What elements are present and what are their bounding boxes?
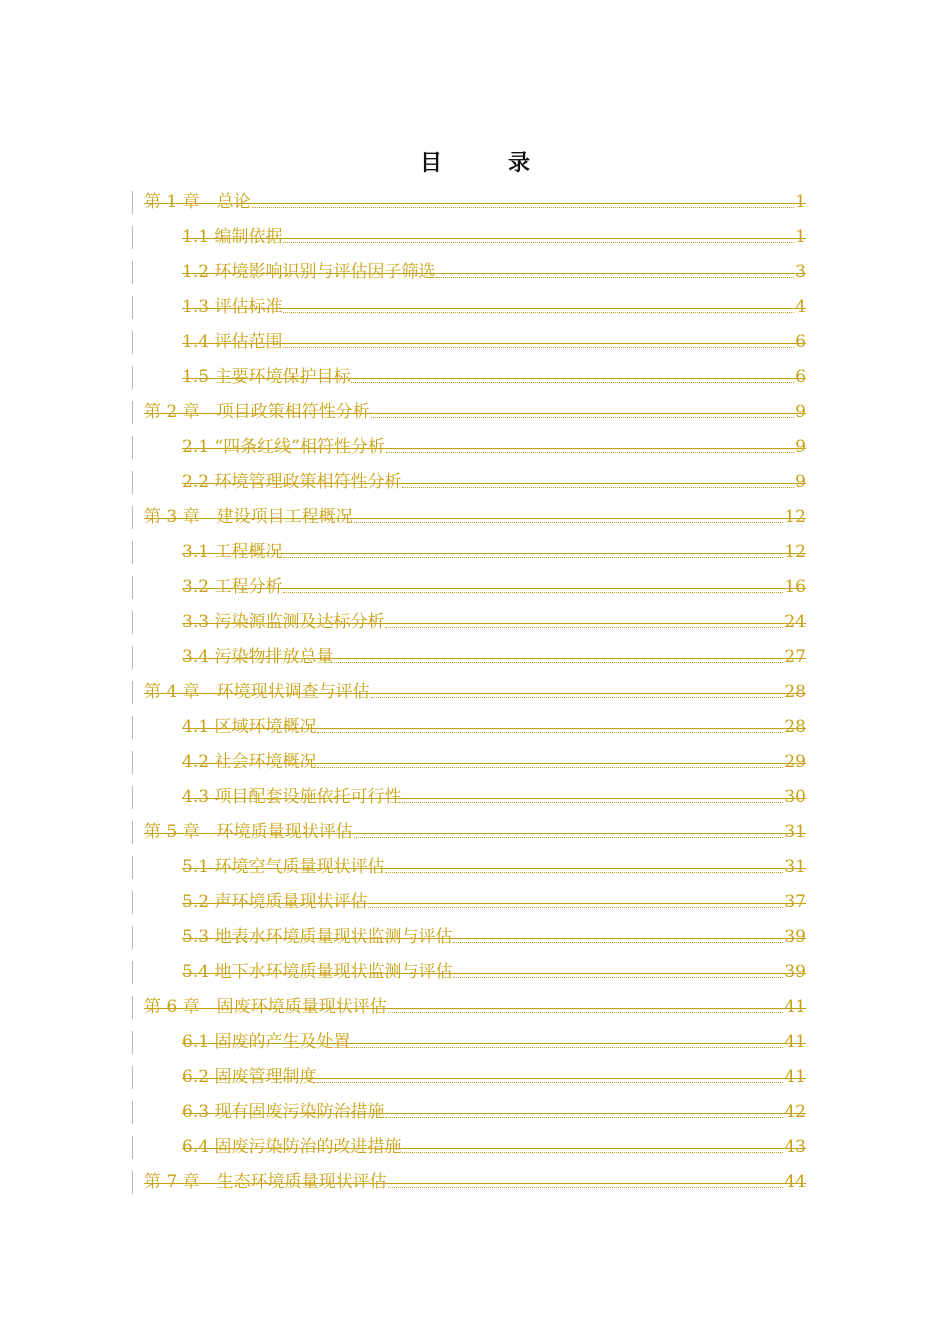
toc-entry-page-number: 41 bbox=[784, 997, 806, 1017]
table-of-contents bbox=[132, 185, 806, 1200]
toc-dot-leader bbox=[317, 732, 783, 733]
toc-section-entry[interactable] bbox=[132, 535, 806, 570]
toc-dot-leader bbox=[283, 557, 783, 558]
toc-chapter-entry[interactable] bbox=[132, 185, 806, 220]
toc-entry-page-number: 4 bbox=[795, 297, 806, 317]
toc-entry-label: 5.2 声环境质量现状评估 bbox=[182, 892, 368, 912]
toc-entry-line bbox=[182, 360, 806, 395]
toc-entry-page-number: 6 bbox=[795, 367, 806, 387]
toc-entry-page-number: 1 bbox=[795, 192, 806, 212]
toc-entry-line bbox=[182, 465, 806, 500]
toc-entry-page-number: 43 bbox=[784, 1137, 806, 1157]
toc-entry-line bbox=[182, 1130, 806, 1165]
toc-entry-line bbox=[182, 430, 806, 465]
toc-section-entry[interactable] bbox=[132, 220, 806, 255]
toc-entry-line bbox=[182, 955, 806, 990]
toc-entry-line bbox=[182, 745, 806, 780]
toc-entry-page-number: 1 bbox=[795, 227, 806, 247]
toc-entry-line bbox=[182, 710, 806, 745]
toc-section-entry[interactable] bbox=[132, 745, 806, 780]
toc-entry-line bbox=[144, 395, 806, 430]
toc-entry-label: 4.3 项目配套设施依托可行性 bbox=[182, 787, 402, 807]
toc-entry-label: 第 5 章 环境质量现状评估 bbox=[144, 822, 353, 842]
toc-section-entry[interactable] bbox=[132, 255, 806, 290]
toc-entry-label: 第 3 章 建设项目工程概况 bbox=[144, 507, 353, 527]
toc-entry-line bbox=[182, 325, 806, 360]
toc-entry-label: 2.2 环境管理政策相符性分析 bbox=[182, 472, 402, 492]
toc-entry-label: 3.1 工程概况 bbox=[182, 542, 283, 562]
toc-entry-line bbox=[182, 850, 806, 885]
toc-entry-label: 1.2 环境影响识别与评估因子筛选 bbox=[182, 262, 436, 282]
toc-entry-line bbox=[182, 535, 806, 570]
toc-entry-page-number: 28 bbox=[784, 717, 806, 737]
toc-entry-page-number: 12 bbox=[784, 542, 806, 562]
toc-entry-line bbox=[144, 675, 806, 710]
toc-entry-page-number: 3 bbox=[795, 262, 806, 282]
toc-entry-label: 1.1 编制依据 bbox=[182, 227, 283, 247]
toc-entry-page-number: 39 bbox=[784, 927, 806, 947]
toc-entry-line bbox=[182, 885, 806, 920]
toc-dot-leader bbox=[388, 1012, 784, 1013]
toc-entry-page-number: 9 bbox=[795, 472, 806, 492]
toc-entry-label: 4.1 区域环境概况 bbox=[182, 717, 317, 737]
toc-entry-page-number: 41 bbox=[784, 1067, 806, 1087]
toc-dot-leader bbox=[402, 1152, 783, 1153]
toc-entry-page-number: 39 bbox=[784, 962, 806, 982]
toc-entry-label: 3.4 污染物排放总量 bbox=[182, 647, 334, 667]
toc-chapter-entry[interactable] bbox=[132, 815, 806, 850]
toc-dot-leader bbox=[317, 767, 783, 768]
toc-section-entry[interactable] bbox=[132, 605, 806, 640]
toc-entry-page-number: 16 bbox=[784, 577, 806, 597]
toc-section-entry[interactable] bbox=[132, 430, 806, 465]
toc-entry-page-number: 6 bbox=[795, 332, 806, 352]
toc-dot-leader bbox=[354, 837, 784, 838]
toc-entry-label: 1.4 评估范围 bbox=[182, 332, 283, 352]
toc-entry-label: 第 7 章 生态环境质量现状评估 bbox=[144, 1172, 387, 1192]
toc-section-entry[interactable] bbox=[132, 1025, 806, 1060]
toc-entry-page-number: 31 bbox=[784, 822, 806, 842]
toc-section-entry[interactable] bbox=[132, 325, 806, 360]
toc-entry-line bbox=[182, 255, 806, 290]
toc-dot-leader bbox=[351, 1047, 783, 1048]
toc-entry-label: 第 1 章 总论 bbox=[144, 192, 251, 212]
toc-section-entry[interactable] bbox=[132, 290, 806, 325]
toc-dot-leader bbox=[402, 487, 794, 488]
toc-entry-line bbox=[144, 1165, 806, 1200]
toc-section-entry[interactable] bbox=[132, 885, 806, 920]
toc-section-entry[interactable] bbox=[132, 360, 806, 395]
toc-entry-page-number: 24 bbox=[784, 612, 806, 632]
toc-dot-leader bbox=[385, 1117, 783, 1118]
toc-entry-line bbox=[182, 570, 806, 605]
toc-section-entry[interactable] bbox=[132, 640, 806, 675]
toc-entry-label: 第 4 章 环境现状调查与评估 bbox=[144, 682, 370, 702]
toc-section-entry[interactable] bbox=[132, 850, 806, 885]
toc-entry-line bbox=[144, 500, 806, 535]
toc-dot-leader bbox=[317, 1082, 783, 1083]
toc-dot-leader bbox=[453, 977, 783, 978]
toc-dot-leader bbox=[283, 242, 794, 243]
toc-entry-line bbox=[144, 815, 806, 850]
toc-entry-page-number: 31 bbox=[784, 857, 806, 877]
toc-entry-line bbox=[144, 185, 806, 220]
toc-entry-label: 第 2 章 项目政策相符性分析 bbox=[144, 402, 370, 422]
toc-entry-page-number: 41 bbox=[784, 1032, 806, 1052]
toc-entry-label: 3.2 工程分析 bbox=[182, 577, 283, 597]
toc-dot-leader bbox=[334, 662, 783, 663]
toc-entry-label: 1.5 主要环境保护目标 bbox=[182, 367, 351, 387]
toc-entry-page-number: 28 bbox=[784, 682, 806, 702]
toc-dot-leader bbox=[283, 592, 783, 593]
toc-section-entry[interactable] bbox=[132, 710, 806, 745]
toc-entry-label: 6.4 固废污染防治的改进措施 bbox=[182, 1137, 402, 1157]
toc-dot-leader bbox=[252, 207, 795, 208]
toc-section-entry[interactable] bbox=[132, 1095, 806, 1130]
toc-entry-page-number: 30 bbox=[784, 787, 806, 807]
toc-entry-line bbox=[182, 220, 806, 255]
toc-dot-leader bbox=[385, 627, 783, 628]
toc-dot-leader bbox=[351, 382, 794, 383]
toc-dot-leader bbox=[385, 872, 783, 873]
toc-chapter-entry[interactable] bbox=[132, 990, 806, 1025]
toc-entry-line bbox=[182, 290, 806, 325]
toc-entry-label: 6.2 固废管理制度 bbox=[182, 1067, 317, 1087]
toc-entry-page-number: 27 bbox=[784, 647, 806, 667]
toc-dot-leader bbox=[436, 277, 794, 278]
toc-chapter-entry[interactable] bbox=[132, 395, 806, 430]
toc-dot-leader bbox=[283, 347, 794, 348]
toc-chapter-entry[interactable] bbox=[132, 1165, 806, 1200]
toc-title: 目 录 bbox=[419, 150, 552, 176]
toc-dot-leader bbox=[371, 417, 795, 418]
toc-section-entry[interactable] bbox=[132, 780, 806, 815]
toc-entry-label: 3.3 污染源监测及达标分析 bbox=[182, 612, 385, 632]
toc-entry-line bbox=[182, 1025, 806, 1060]
toc-entry-line bbox=[182, 1095, 806, 1130]
toc-dot-leader bbox=[354, 522, 784, 523]
toc-entry-label: 5.4 地下水环境质量现状监测与评估 bbox=[182, 962, 453, 982]
toc-entry-line bbox=[182, 780, 806, 815]
toc-entry-label: 6.3 现有固废污染防治措施 bbox=[182, 1102, 385, 1122]
toc-entry-page-number: 9 bbox=[795, 402, 806, 422]
toc-dot-leader bbox=[371, 697, 784, 698]
toc-entry-label: 6.1 固废的产生及处置 bbox=[182, 1032, 351, 1052]
toc-entry-label: 5.1 环境空气质量现状评估 bbox=[182, 857, 385, 877]
toc-dot-leader bbox=[283, 312, 794, 313]
toc-section-entry[interactable] bbox=[132, 920, 806, 955]
toc-entry-label: 第 6 章 固废环境质量现状评估 bbox=[144, 997, 387, 1017]
toc-dot-leader bbox=[368, 907, 783, 908]
toc-chapter-entry[interactable] bbox=[132, 500, 806, 535]
toc-entry-label: 2.1 “四条红线”相符性分析 bbox=[182, 437, 385, 457]
toc-entry-line bbox=[144, 990, 806, 1025]
toc-entry-line bbox=[182, 640, 806, 675]
toc-dot-leader bbox=[388, 1187, 784, 1188]
toc-entry-label: 4.2 社会环境概况 bbox=[182, 752, 317, 772]
toc-entry-label: 1.3 评估标准 bbox=[182, 297, 283, 317]
toc-section-entry[interactable] bbox=[132, 570, 806, 605]
toc-section-entry[interactable] bbox=[132, 1060, 806, 1095]
toc-entry-line bbox=[182, 605, 806, 640]
toc-entry-page-number: 29 bbox=[784, 752, 806, 772]
toc-entry-label: 5.3 地表水环境质量现状监测与评估 bbox=[182, 927, 453, 947]
toc-dot-leader bbox=[453, 942, 783, 943]
toc-entry-page-number: 42 bbox=[784, 1102, 806, 1122]
toc-section-entry[interactable] bbox=[132, 955, 806, 990]
toc-chapter-entry[interactable] bbox=[132, 675, 806, 710]
toc-entry-line bbox=[182, 920, 806, 955]
toc-entry-line bbox=[182, 1060, 806, 1095]
toc-dot-leader bbox=[386, 452, 794, 453]
toc-entry-page-number: 12 bbox=[784, 507, 806, 527]
toc-entry-page-number: 44 bbox=[784, 1172, 806, 1192]
toc-entry-page-number: 37 bbox=[784, 892, 806, 912]
toc-entry-page-number: 9 bbox=[795, 437, 806, 457]
toc-section-entry[interactable] bbox=[132, 1130, 806, 1165]
toc-dot-leader bbox=[402, 802, 783, 803]
toc-section-entry[interactable] bbox=[132, 465, 806, 500]
